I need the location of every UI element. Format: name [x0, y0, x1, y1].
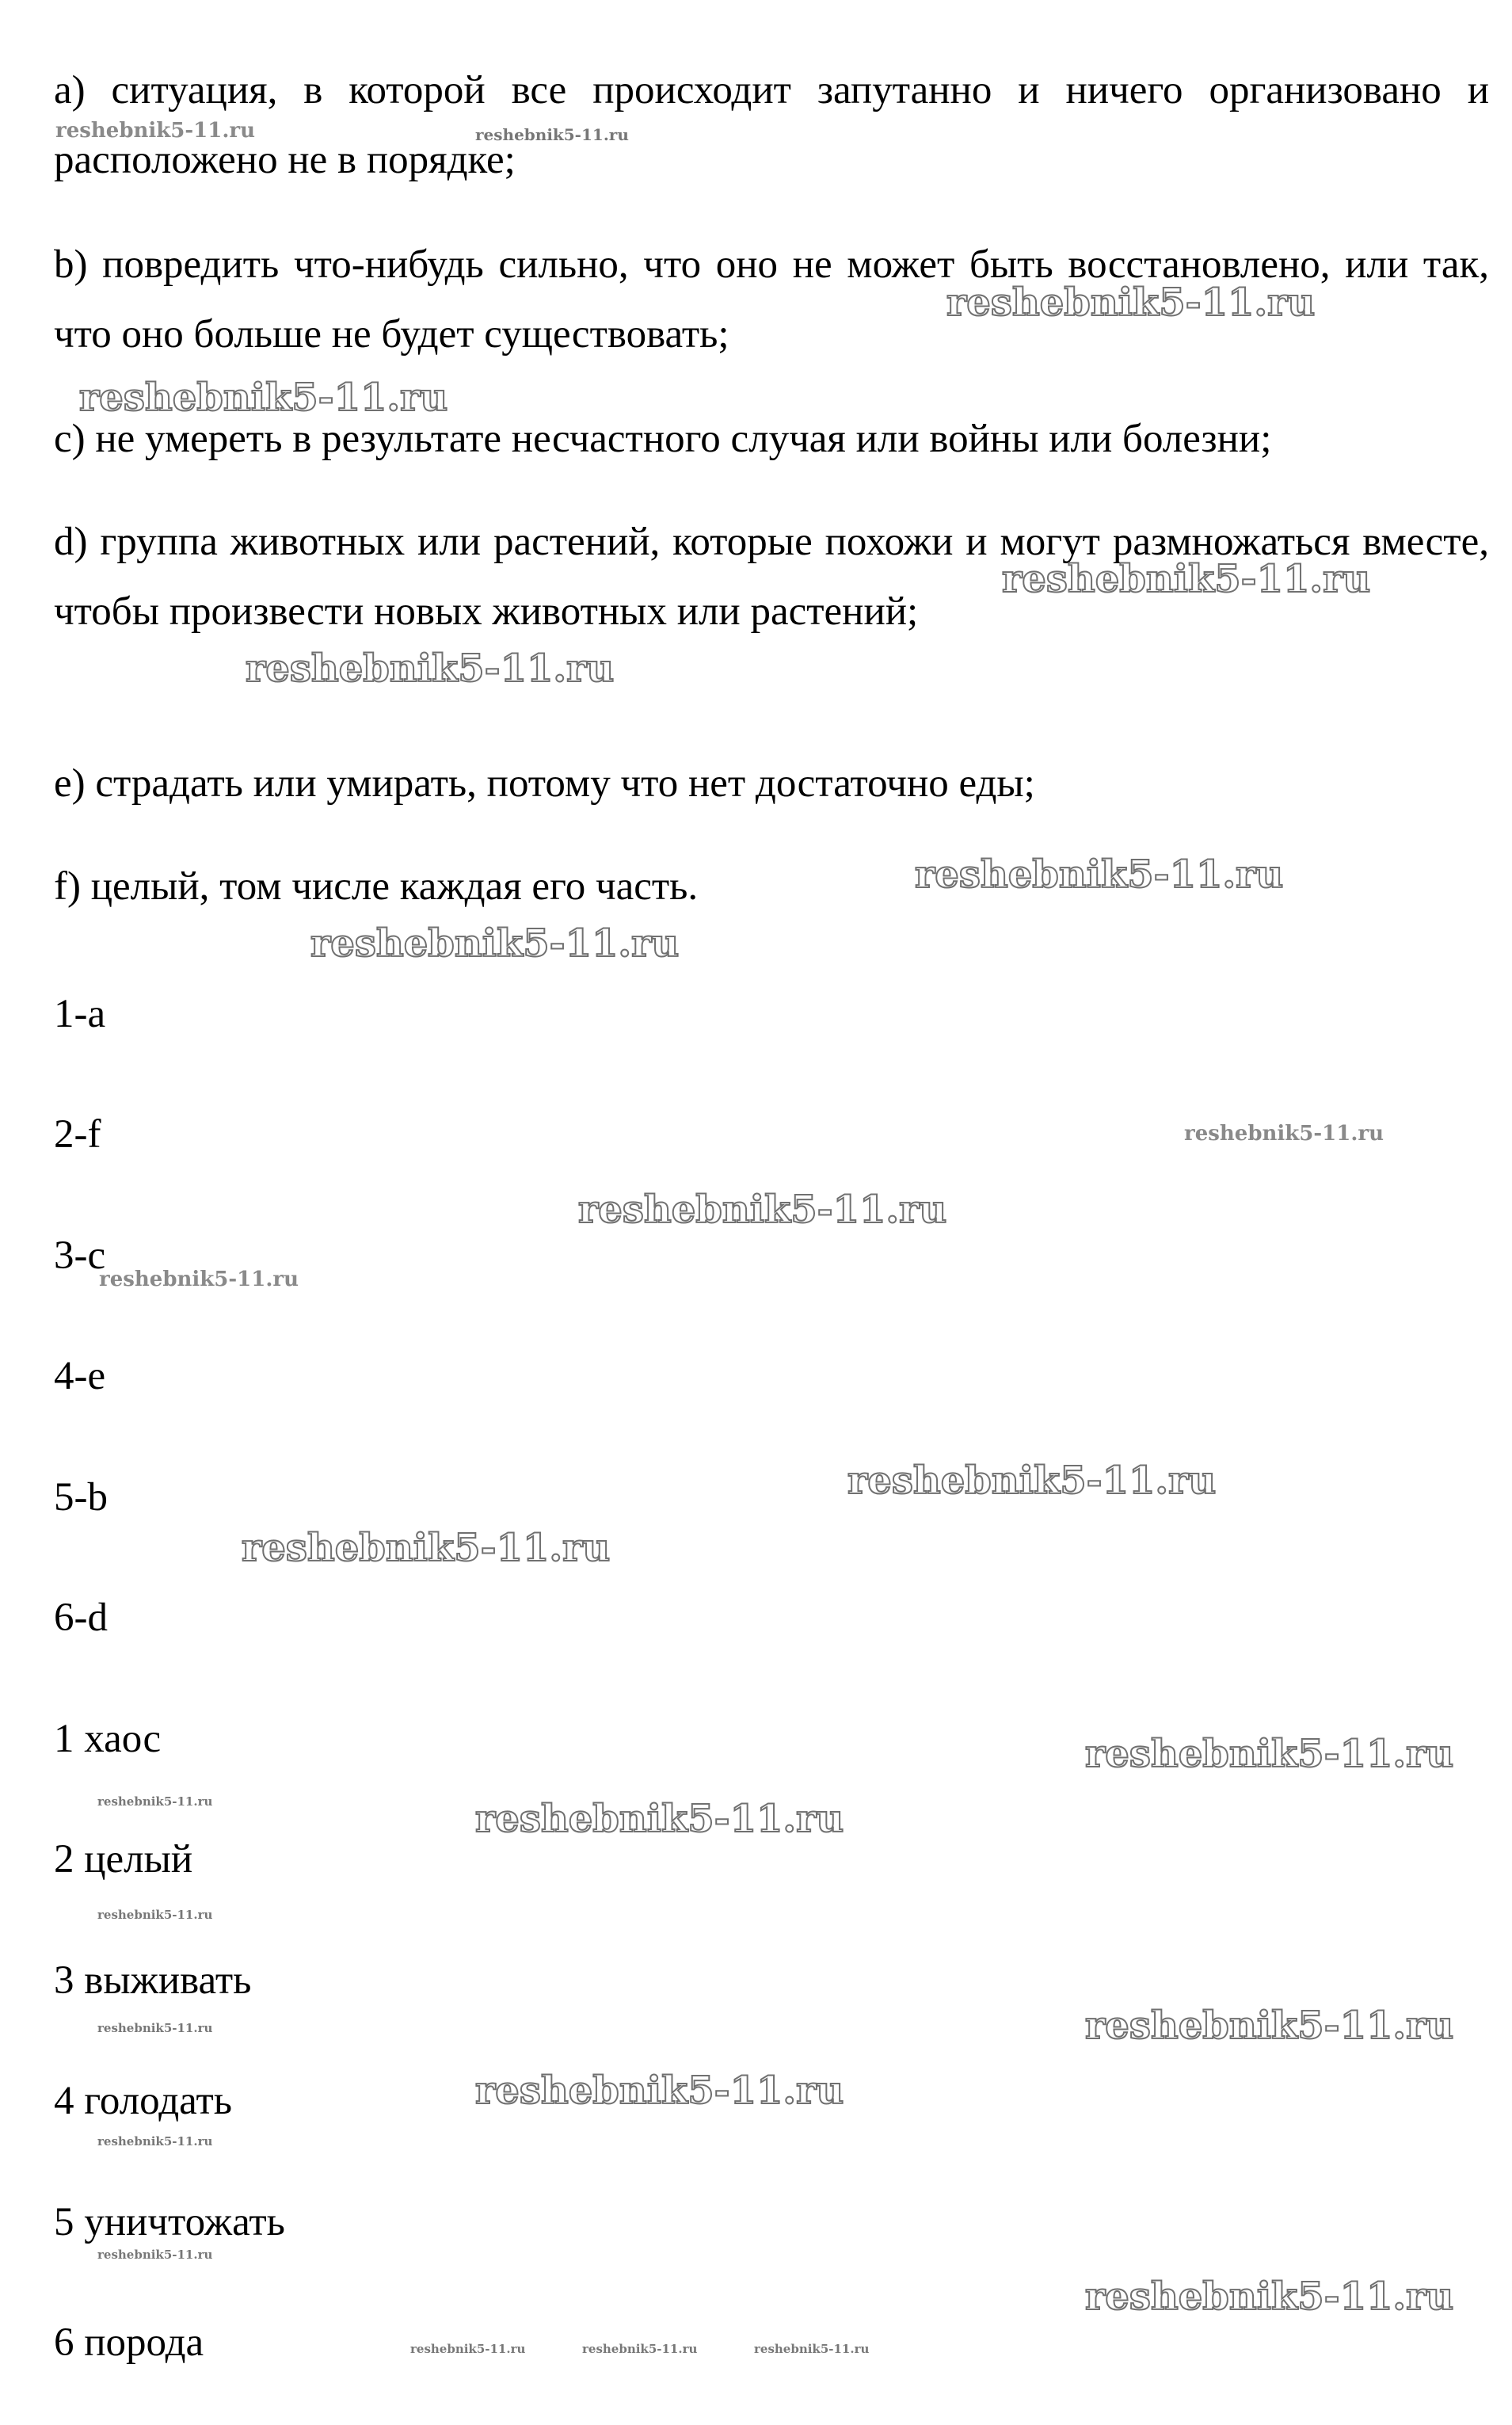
watermark: reshebnik5-11.ru	[97, 1794, 213, 1809]
watermark: reshebnik5-11.ru	[578, 1188, 947, 1232]
watermark: reshebnik5-11.ru	[79, 376, 448, 420]
watermark: reshebnik5-11.ru	[310, 921, 680, 966]
definition-d: d) группа животных или растений, которые похожи и могут размножаться вместе, чтобы произвести новых животных или растений;	[54, 520, 1489, 634]
watermark: reshebnik5-11.ru	[1085, 2274, 1454, 2319]
definition-e: e) страдать или умирать, потому что нет достаточно еды;	[54, 761, 1035, 806]
watermark: reshebnik5-11.ru	[242, 1526, 611, 1570]
watermark: reshebnik5-11.ru	[97, 2021, 213, 2035]
definition-f: f) целый, том числе каждая его часть.	[54, 864, 699, 909]
definition-a: a) ситуация, в которой все происходит запутанно и ничего организовано и расположено не в порядке;	[54, 68, 1489, 182]
watermark: reshebnik5-11.ru	[1184, 1122, 1384, 1146]
match-item: 1-a	[54, 992, 106, 1036]
watermark: reshebnik5-11.ru	[475, 1797, 844, 1841]
watermark: reshebnik5-11.ru	[475, 125, 629, 144]
watermark: reshebnik5-11.ru	[55, 119, 256, 143]
word-item: 4 голодать	[54, 2079, 233, 2123]
match-item: 5-b	[54, 1475, 108, 1519]
definition-b: b) повредить что-нибудь сильно, что оно не может быть восстановлено, или так, что оно больше не будет существовать;	[54, 242, 1489, 357]
match-item: 4-e	[54, 1354, 106, 1398]
watermark: reshebnik5-11.ru	[1085, 1732, 1454, 1776]
watermark: reshebnik5-11.ru	[915, 852, 1284, 897]
watermark: reshebnik5-11.ru	[946, 280, 1316, 325]
watermark: reshebnik5-11.ru	[410, 2342, 526, 2356]
word-item: 5 уничтожать	[54, 2200, 285, 2244]
watermark: reshebnik5-11.ru	[754, 2342, 870, 2356]
watermark: reshebnik5-11.ru	[99, 1268, 299, 1291]
watermark: reshebnik5-11.ru	[97, 2134, 213, 2149]
watermark: reshebnik5-11.ru	[847, 1458, 1217, 1503]
watermark: reshebnik5-11.ru	[97, 2248, 213, 2262]
word-item: 2 целый	[54, 1837, 193, 1882]
watermark: reshebnik5-11.ru	[582, 2342, 698, 2356]
match-item: 6-d	[54, 1596, 108, 1640]
watermark: reshebnik5-11.ru	[246, 646, 615, 691]
watermark: reshebnik5-11.ru	[1002, 557, 1371, 601]
word-item: 3 выживать	[54, 1958, 252, 2003]
definition-c: c) не умереть в результате несчастного случая или войны или болезни;	[54, 417, 1272, 461]
watermark: reshebnik5-11.ru	[97, 1908, 213, 1922]
watermark: reshebnik5-11.ru	[1085, 2004, 1454, 2048]
watermark: reshebnik5-11.ru	[475, 2068, 844, 2113]
word-item: 1 хаос	[54, 1717, 162, 1761]
match-item: 3-c	[54, 1233, 106, 1278]
word-item: 6 порода	[54, 2320, 204, 2365]
match-item: 2-f	[54, 1112, 101, 1157]
